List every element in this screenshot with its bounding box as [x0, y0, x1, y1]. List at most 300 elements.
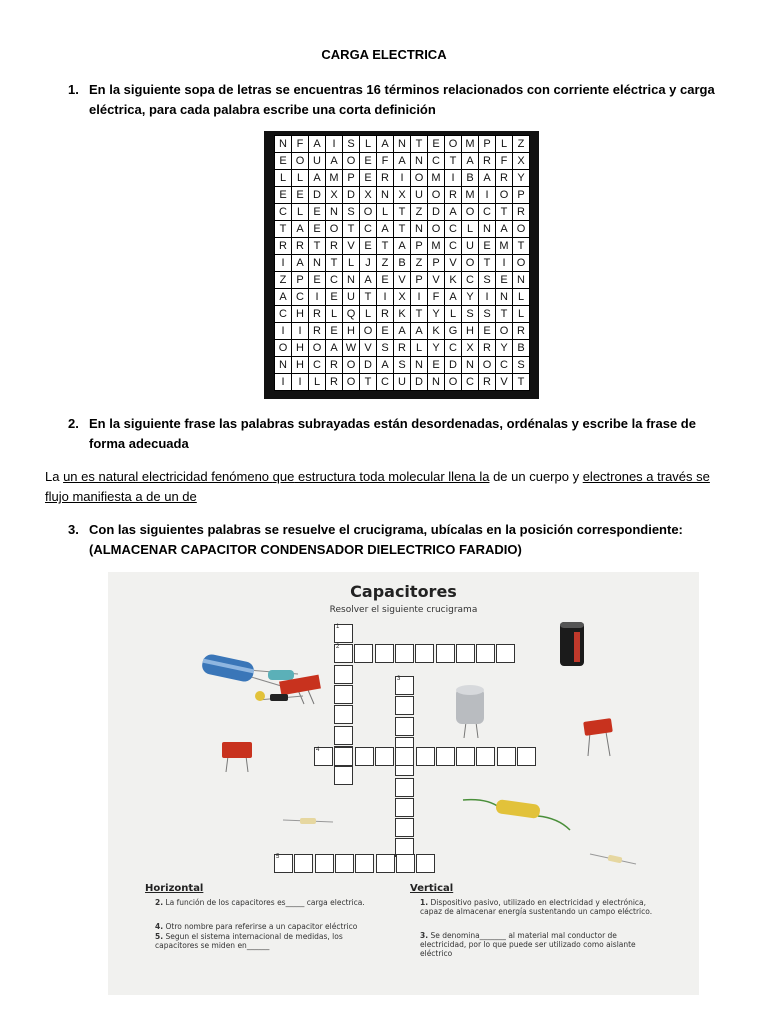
- word-search-cell: I: [275, 323, 292, 340]
- word-search-cell: A: [292, 255, 309, 272]
- word-search-cell: I: [275, 255, 292, 272]
- word-search-cell: A: [275, 289, 292, 306]
- word-search-cell: N: [428, 374, 445, 391]
- word-search-cell: C: [445, 238, 462, 255]
- crossword-cell[interactable]: [395, 798, 414, 817]
- sentence-part: que: [272, 469, 295, 484]
- word-search-cell: T: [309, 238, 326, 255]
- word-search-cell: H: [292, 306, 309, 323]
- word-search-cell: T: [377, 238, 394, 255]
- word-search-cell: A: [394, 238, 411, 255]
- crossword-cell[interactable]: [294, 854, 313, 873]
- word-search-cell: Z: [377, 255, 394, 272]
- word-search-cell: C: [445, 221, 462, 238]
- crossword-cell[interactable]: [395, 717, 414, 736]
- word-search-cell: D: [360, 357, 377, 374]
- word-search-cell: E: [360, 153, 377, 170]
- word-search-cell: L: [275, 170, 292, 187]
- crossword-cell[interactable]: [334, 747, 353, 766]
- word-search-cell: I: [445, 170, 462, 187]
- word-search-cell: D: [445, 357, 462, 374]
- word-search-cell: A: [292, 221, 309, 238]
- crossword-cell[interactable]: [395, 818, 414, 837]
- crossword-cell[interactable]: [497, 747, 516, 766]
- word-search-cell: K: [445, 272, 462, 289]
- word-search-cell: A: [479, 170, 496, 187]
- word-search-cell: E: [377, 272, 394, 289]
- word-search-cell: A: [445, 289, 462, 306]
- word-search-cell: O: [428, 221, 445, 238]
- word-search-cell: U: [462, 238, 479, 255]
- word-search-cell: O: [496, 323, 513, 340]
- word-search-cell: T: [360, 289, 377, 306]
- word-search-cell: I: [292, 374, 309, 391]
- crossword-cell[interactable]: [396, 854, 415, 873]
- word-search-cell: V: [445, 255, 462, 272]
- word-search-cell: M: [462, 136, 479, 153]
- crossword-cell[interactable]: [334, 705, 353, 724]
- word-search-cell: T: [513, 374, 530, 391]
- word-search-cell: N: [411, 357, 428, 374]
- word-search-cell: F: [496, 153, 513, 170]
- word-search-cell: T: [275, 221, 292, 238]
- word-search-cell: T: [411, 136, 428, 153]
- word-search-cell: A: [462, 153, 479, 170]
- word-search-cell: T: [343, 221, 360, 238]
- word-search-cell: T: [479, 255, 496, 272]
- word-search-cell: S: [343, 136, 360, 153]
- word-search-cell: V: [496, 374, 513, 391]
- crossword-clue-number: 1: [336, 624, 340, 630]
- word-search-cell: K: [428, 323, 445, 340]
- crossword-cell[interactable]: [456, 644, 475, 663]
- word-search-cell: O: [309, 340, 326, 357]
- word-search-cell: W: [343, 340, 360, 357]
- word-search-cell: R: [275, 238, 292, 255]
- word-search-cell: A: [309, 170, 326, 187]
- word-search-cell: F: [292, 136, 309, 153]
- word-search-cell: L: [377, 204, 394, 221]
- word-search-cell: R: [445, 187, 462, 204]
- word-search-cell: N: [496, 289, 513, 306]
- word-search-cell: T: [513, 238, 530, 255]
- word-search-cell: X: [326, 187, 343, 204]
- word-search-cell: C: [377, 374, 394, 391]
- word-search-cell: O: [513, 221, 530, 238]
- crossword-cell[interactable]: [517, 747, 536, 766]
- word-search-cell: U: [394, 374, 411, 391]
- word-search-cell: R: [479, 153, 496, 170]
- word-search-cell: S: [479, 272, 496, 289]
- question-3-number: 3.: [68, 522, 79, 537]
- word-search-cell: R: [513, 323, 530, 340]
- teal-capacitor-icon: [268, 670, 294, 680]
- word-search-cell: O: [275, 340, 292, 357]
- word-search-puzzle: [264, 131, 539, 399]
- crossword-cell[interactable]: [395, 696, 414, 715]
- word-search-cell: Z: [411, 255, 428, 272]
- word-search-cell: H: [343, 323, 360, 340]
- vertical-clue-1: 1. Dispositivo pasivo, utilizado en electricidad y electrónica, capaz de almacenar energía sustentando un campo eléctrico.: [420, 898, 653, 916]
- word-search-cell: A: [411, 323, 428, 340]
- silver-capacitor-icon: [456, 685, 484, 738]
- word-search-cell: I: [411, 289, 428, 306]
- word-search-cell: M: [496, 238, 513, 255]
- word-search-cell: E: [479, 323, 496, 340]
- document-title: CARGA ELECTRICA: [321, 47, 447, 62]
- word-search-cell: D: [428, 204, 445, 221]
- word-search-cell: C: [275, 204, 292, 221]
- word-search-cell: E: [428, 357, 445, 374]
- word-search-cell: E: [360, 238, 377, 255]
- word-search-cell: E: [326, 323, 343, 340]
- word-search-cell: A: [309, 136, 326, 153]
- word-search-cell: C: [275, 306, 292, 323]
- word-search-cell: E: [428, 136, 445, 153]
- word-search-cell: C: [445, 340, 462, 357]
- word-search-cell: T: [394, 221, 411, 238]
- word-search-cell: V: [428, 272, 445, 289]
- word-search-cell: L: [513, 289, 530, 306]
- word-search-cell: C: [428, 153, 445, 170]
- word-search-cell: M: [428, 238, 445, 255]
- word-search-cell: E: [309, 221, 326, 238]
- word-search-cell: O: [479, 357, 496, 374]
- word-search-cell: O: [343, 153, 360, 170]
- word-search-cell: E: [360, 170, 377, 187]
- word-search-cell: A: [377, 357, 394, 374]
- word-search-cell: T: [496, 204, 513, 221]
- word-search-cell: V: [343, 238, 360, 255]
- word-search-cell: C: [360, 221, 377, 238]
- word-search-cell: T: [445, 153, 462, 170]
- word-search-cell: C: [462, 272, 479, 289]
- crossword-cell[interactable]: [315, 854, 334, 873]
- word-search-cell: Z: [513, 136, 530, 153]
- word-search-cell: P: [411, 238, 428, 255]
- word-search-cell: Z: [275, 272, 292, 289]
- small-resistor-right-icon: [590, 854, 636, 864]
- word-search-cell: L: [513, 306, 530, 323]
- word-search-cell: D: [343, 187, 360, 204]
- horizontal-clue-2: 2. La función de los capacitores es_____ carga electrica.: [155, 898, 365, 907]
- word-search-cell: S: [479, 306, 496, 323]
- word-search-cell: R: [309, 306, 326, 323]
- word-search-cell: C: [462, 374, 479, 391]
- crossword-cell[interactable]: [395, 644, 414, 663]
- word-search-cell: A: [496, 221, 513, 238]
- word-search-cell: X: [360, 187, 377, 204]
- word-search-cell: O: [462, 204, 479, 221]
- question-2-text: En la siguiente frase las palabras subrayadas están desordenadas, ordénalas y escribe la frase de forma adecuada: [89, 416, 696, 451]
- scrambled-words: un es natural electricidad fenómeno: [63, 469, 273, 484]
- sentence-part: La: [45, 469, 64, 484]
- word-search-cell: T: [411, 306, 428, 323]
- crossword-subtitle: Resolver el siguiente crucigrama: [329, 605, 478, 615]
- word-search-cell: N: [411, 153, 428, 170]
- horizontal-clue-4: 4. Otro nombre para referirse a un capacitor eléctrico: [155, 922, 358, 931]
- word-search-cell: P: [292, 272, 309, 289]
- crossword-cell[interactable]: [334, 624, 353, 643]
- question-3-text: Con las siguientes palabras se resuelve el crucigrama, ubícalas en la posición correspondiente: (ALMACENAR CAPACITOR CONDENSADOR DIELECTRICO FARADIO): [89, 522, 683, 557]
- word-search-cell: P: [479, 136, 496, 153]
- crossword-cell[interactable]: [476, 644, 495, 663]
- word-search-cell: H: [462, 323, 479, 340]
- crossword-cell[interactable]: [476, 747, 495, 766]
- word-search-cell: L: [292, 170, 309, 187]
- word-search-cell: R: [479, 374, 496, 391]
- vertical-clues-heading: Vertical: [410, 883, 454, 894]
- question-1-number: 1.: [68, 82, 79, 97]
- word-search-cell: I: [479, 289, 496, 306]
- crossword-clue-number: 2: [336, 644, 340, 651]
- word-search-cell: S: [462, 306, 479, 323]
- word-search-cell: A: [394, 153, 411, 170]
- word-search-cell: L: [462, 221, 479, 238]
- word-search-cell: H: [292, 357, 309, 374]
- scrambled-words: estructura toda molecular llena la: [294, 469, 490, 484]
- word-search-cell: U: [411, 187, 428, 204]
- scrambled-sentence: [45, 467, 735, 507]
- word-search-cell: R: [394, 340, 411, 357]
- red-capacitor-right-icon: [583, 718, 613, 756]
- yellow-capacitor-icon: [463, 799, 570, 830]
- word-search-cell: U: [343, 289, 360, 306]
- word-search-cell: N: [513, 272, 530, 289]
- word-search-cell: L: [360, 136, 377, 153]
- word-search-cell: U: [309, 153, 326, 170]
- sentence-part: de un cuerpo y: [489, 469, 583, 484]
- word-search-cell: Q: [343, 306, 360, 323]
- horizontal-clue-5: 5. Segun el sistema internacional de medidas, los capacitores se miden en______: [155, 932, 343, 950]
- crossword-cell[interactable]: [456, 747, 475, 766]
- word-search-cell: O: [326, 221, 343, 238]
- word-search-grid: [274, 135, 530, 391]
- crossword-clue-number: 5: [276, 854, 280, 860]
- crossword-cell[interactable]: [436, 644, 455, 663]
- vertical-clue-3: 3. Se denomina_______ al material mal conductor de electricidad, por lo que puede ser utilizado como aislante eléctrico: [420, 931, 636, 958]
- word-search-cell: D: [411, 374, 428, 391]
- word-search-cell: S: [394, 357, 411, 374]
- word-search-cell: R: [326, 357, 343, 374]
- crossword-image: [108, 572, 699, 995]
- word-search-cell: O: [411, 170, 428, 187]
- word-search-cell: T: [326, 255, 343, 272]
- word-search-cell: T: [360, 374, 377, 391]
- crossword-cell[interactable]: [395, 676, 414, 695]
- word-search-cell: E: [309, 204, 326, 221]
- word-search-cell: P: [428, 255, 445, 272]
- word-search-cell: E: [377, 323, 394, 340]
- word-search-cell: Y: [462, 289, 479, 306]
- word-search-cell: N: [377, 187, 394, 204]
- word-search-cell: O: [360, 204, 377, 221]
- word-search-cell: I: [309, 289, 326, 306]
- word-search-cell: I: [292, 323, 309, 340]
- word-search-cell: L: [343, 255, 360, 272]
- word-search-cell: I: [326, 136, 343, 153]
- word-search-cell: O: [462, 255, 479, 272]
- word-search-cell: R: [326, 238, 343, 255]
- word-search-cell: Z: [411, 204, 428, 221]
- word-search-cell: M: [326, 170, 343, 187]
- word-search-cell: L: [445, 306, 462, 323]
- word-search-cell: R: [479, 340, 496, 357]
- word-search-cell: X: [462, 340, 479, 357]
- crossword-cell[interactable]: [334, 665, 353, 684]
- word-search-cell: S: [343, 204, 360, 221]
- word-search-cell: C: [309, 357, 326, 374]
- crossword-cell[interactable]: [354, 644, 373, 663]
- crossword-cell[interactable]: [335, 854, 354, 873]
- word-search-cell: S: [377, 340, 394, 357]
- word-search-cell: Y: [513, 170, 530, 187]
- word-search-cell: P: [411, 272, 428, 289]
- word-search-cell: E: [275, 187, 292, 204]
- word-search-cell: K: [394, 306, 411, 323]
- crossword-cell[interactable]: [274, 854, 293, 873]
- word-search-cell: A: [377, 221, 394, 238]
- word-search-cell: N: [343, 272, 360, 289]
- word-search-cell: A: [326, 153, 343, 170]
- word-search-cell: O: [428, 187, 445, 204]
- crossword-clue-number: 3: [397, 676, 401, 682]
- word-search-cell: Y: [428, 306, 445, 323]
- word-search-cell: L: [496, 136, 513, 153]
- word-search-cell: E: [326, 289, 343, 306]
- word-search-cell: E: [496, 272, 513, 289]
- question-2-number: 2.: [68, 416, 79, 431]
- crossword-cell[interactable]: [416, 747, 435, 766]
- word-search-cell: J: [360, 255, 377, 272]
- crossword-cell[interactable]: [334, 644, 353, 663]
- word-search-cell: O: [292, 153, 309, 170]
- word-search-cell: Y: [496, 340, 513, 357]
- word-search-cell: A: [360, 272, 377, 289]
- word-search-cell: O: [343, 374, 360, 391]
- word-search-cell: T: [394, 204, 411, 221]
- word-search-cell: B: [462, 170, 479, 187]
- word-search-cell: S: [513, 357, 530, 374]
- crossword-cell[interactable]: [375, 747, 394, 766]
- word-search-cell: C: [479, 204, 496, 221]
- word-search-cell: N: [275, 136, 292, 153]
- word-search-cell: A: [377, 136, 394, 153]
- word-search-cell: N: [309, 255, 326, 272]
- word-search-cell: E: [275, 153, 292, 170]
- crossword-clue-number: 4: [316, 747, 320, 753]
- ceramic-capacitor-icon: [255, 691, 265, 701]
- word-search-cell: Y: [428, 340, 445, 357]
- crossword-cell[interactable]: [355, 747, 374, 766]
- word-search-cell: A: [445, 204, 462, 221]
- word-search-cell: O: [513, 255, 530, 272]
- word-search-cell: E: [309, 272, 326, 289]
- crossword-title: Capacitores: [350, 582, 457, 601]
- word-search-cell: B: [513, 340, 530, 357]
- word-search-cell: O: [360, 323, 377, 340]
- crossword-cell[interactable]: [355, 854, 374, 873]
- small-resistor-icon: [283, 818, 333, 824]
- word-search-cell: I: [479, 187, 496, 204]
- word-search-cell: N: [411, 221, 428, 238]
- crossword-cell[interactable]: [375, 644, 394, 663]
- word-search-cell: M: [462, 187, 479, 204]
- crossword-cell[interactable]: [314, 747, 333, 766]
- word-search-cell: O: [445, 136, 462, 153]
- word-search-cell: L: [411, 340, 428, 357]
- word-search-cell: V: [360, 340, 377, 357]
- word-search-cell: N: [462, 357, 479, 374]
- word-search-cell: L: [360, 306, 377, 323]
- crossword-cell[interactable]: [416, 854, 435, 873]
- word-search-cell: R: [309, 323, 326, 340]
- question-1-text: En la siguiente sopa de letras se encuentras 16 términos relacionados con corriente eléctrica y carga eléctrica, para cada palabra escribe una corta definición: [89, 82, 715, 117]
- word-search-cell: F: [377, 153, 394, 170]
- black-capacitor-icon: [560, 622, 584, 666]
- word-search-cell: I: [275, 374, 292, 391]
- word-search-cell: R: [292, 238, 309, 255]
- word-search-cell: T: [496, 306, 513, 323]
- word-search-cell: R: [377, 306, 394, 323]
- word-search-cell: P: [343, 170, 360, 187]
- horizontal-clues-heading: Horizontal: [145, 883, 204, 894]
- crossword-cell[interactable]: [496, 644, 515, 663]
- crossword-cell[interactable]: [334, 726, 353, 745]
- word-search-cell: C: [292, 289, 309, 306]
- word-search-cell: R: [496, 170, 513, 187]
- crossword-cell[interactable]: [376, 854, 395, 873]
- crossword-cell[interactable]: [395, 747, 414, 766]
- word-search-cell: F: [428, 289, 445, 306]
- crossword-cell[interactable]: [436, 747, 455, 766]
- word-search-cell: D: [309, 187, 326, 204]
- word-search-cell: X: [513, 153, 530, 170]
- word-search-cell: O: [496, 187, 513, 204]
- word-search-cell: N: [479, 221, 496, 238]
- word-search-cell: X: [394, 187, 411, 204]
- word-search-cell: B: [394, 255, 411, 272]
- word-search-cell: L: [309, 374, 326, 391]
- red-capacitor-left-icon: [222, 742, 252, 772]
- word-search-cell: P: [513, 187, 530, 204]
- word-search-cell: R: [326, 374, 343, 391]
- word-search-cell: E: [479, 238, 496, 255]
- word-search-cell: L: [292, 204, 309, 221]
- crossword-cell[interactable]: [334, 685, 353, 704]
- word-search-cell: N: [326, 204, 343, 221]
- word-search-cell: N: [394, 136, 411, 153]
- scrambled-words: electrones a través se flujo manifiesta a de un de: [45, 469, 710, 504]
- word-search-cell: R: [377, 170, 394, 187]
- word-search-cell: A: [326, 340, 343, 357]
- word-search-cell: N: [275, 357, 292, 374]
- crossword-cell[interactable]: [334, 766, 353, 785]
- crossword-cell[interactable]: [395, 778, 414, 797]
- word-search-cell: R: [513, 204, 530, 221]
- word-search-cell: O: [445, 374, 462, 391]
- word-search-cell: H: [292, 340, 309, 357]
- word-search-cell: X: [394, 289, 411, 306]
- word-search-cell: I: [496, 255, 513, 272]
- word-search-cell: L: [326, 306, 343, 323]
- word-search-cell: V: [394, 272, 411, 289]
- word-search-cell: I: [394, 170, 411, 187]
- word-search-cell: O: [343, 357, 360, 374]
- crossword-cell[interactable]: [415, 644, 434, 663]
- word-search-cell: A: [394, 323, 411, 340]
- word-search-cell: G: [445, 323, 462, 340]
